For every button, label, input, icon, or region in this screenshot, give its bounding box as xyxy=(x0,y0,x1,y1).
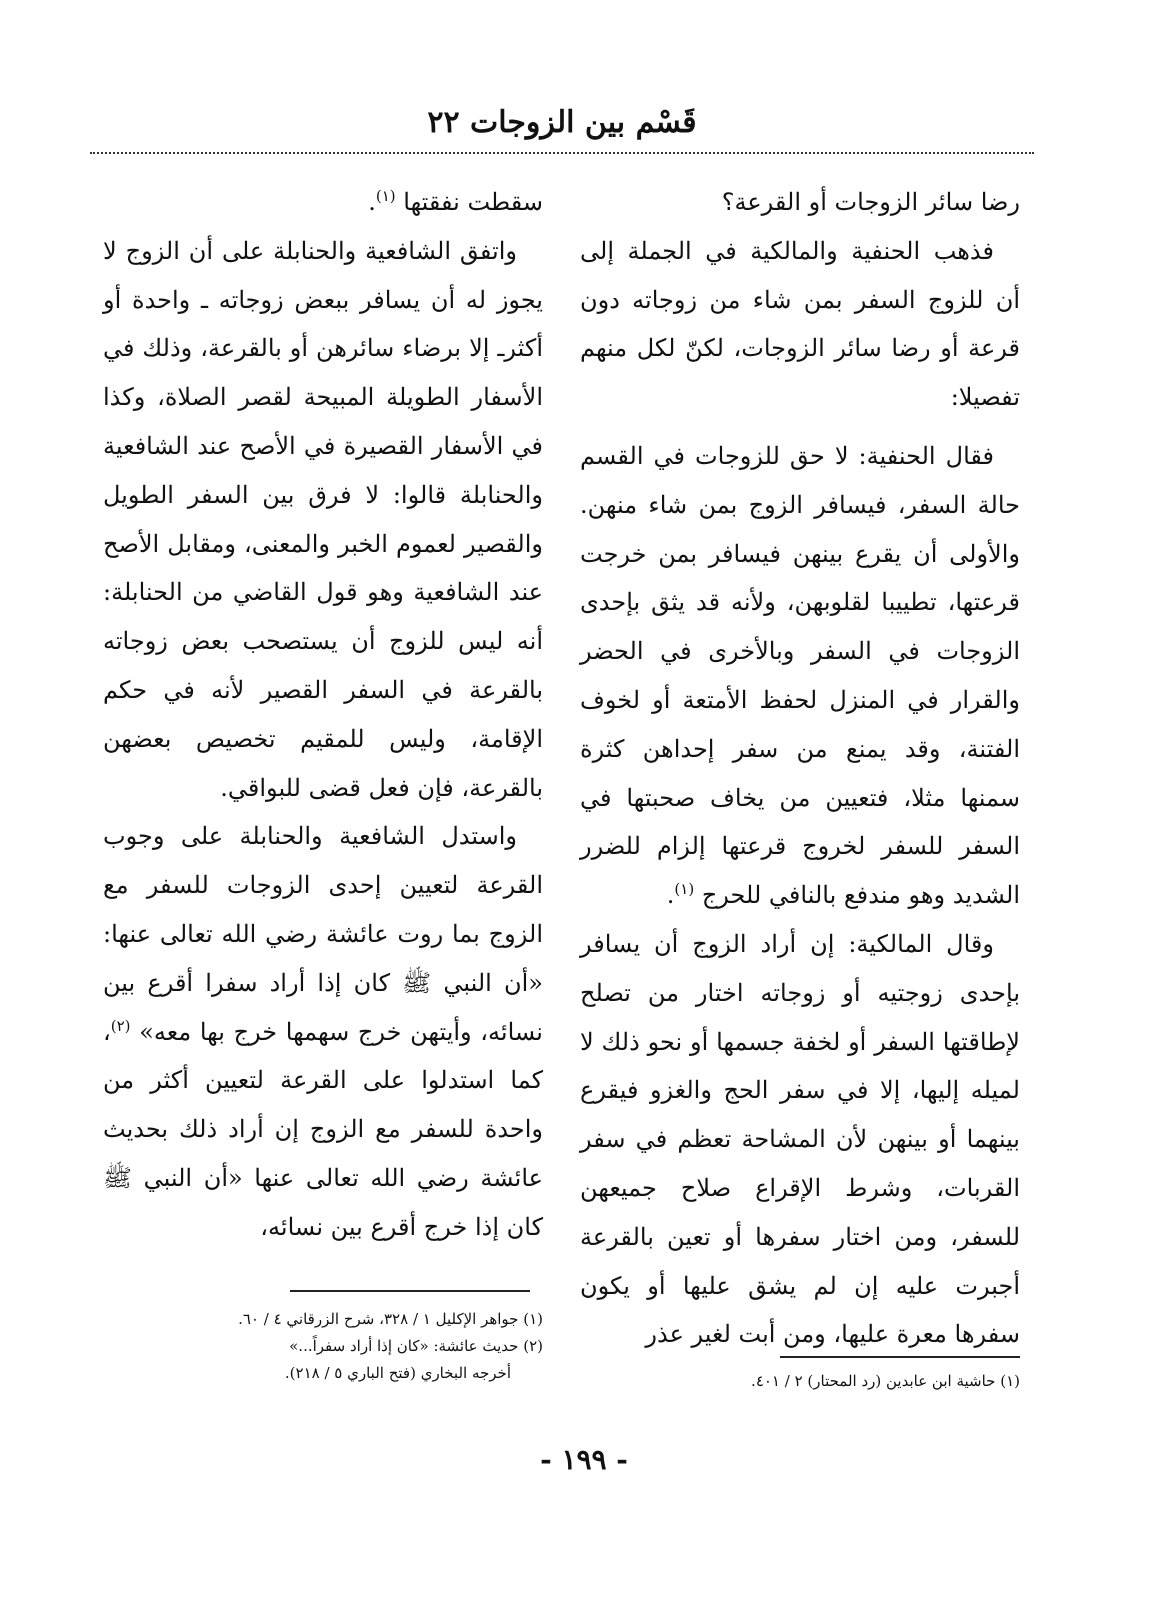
footnote-reference: (١) xyxy=(674,880,695,899)
footnote: أخرجه البخاري (فتح الباري ٥ / ٢١٨). xyxy=(284,1364,511,1382)
paragraph-text: ، كما استدلوا على القرعة لتعيين أكثر من واحدة للسفر مع الزوج إن أراد ذلك بحديث عائشة رضي الله تعالى عنها «أن النبي ﷺ كان إذا خرج أقرع بين نسائه، xyxy=(103,1017,543,1241)
paragraph: واتفق الشافعية والحنابلة على أن الزوج لا يجوز له أن يسافر ببعض زوجاته ـ واحدة أو أكثرـ إلا برضاء سائرهن أو بالقرعة، وذلك في الأسفار الطويلة المبيحة لقصر الصلاة، وكذا في الأسفار القصيرة في الأصح عند الشافعية والحنابلة قالوا: لا فرق بين السفر الطويل والقصير لعموم الخبر والمعنى، ومقابل الأصح عند الشافعية وهو قول القاضي من الحنابلة: أنه ليس للزوج أن يستصحب بعض زوجاته بالقرعة في السفر القصير لأنه في حكم الإقامة، وليس للمقيم تخصيص بعضهن بالقرعة، فإن فعل قضى للبواقي. xyxy=(103,236,543,802)
footnote-reference: (٢) xyxy=(110,1016,131,1035)
footnote: (١) حاشية ابن عابدين (رد المحتار) ٢ / ٤٠١. xyxy=(751,1372,1020,1390)
paragraph xyxy=(103,812,543,1251)
running-header: قَسْم بين الزوجات ٢٢ xyxy=(427,105,697,140)
footnote: (٢) حديث عائشة: «كان إذا أراد سفراً...» xyxy=(289,1337,543,1355)
paragraph: وقال المالكية: إن أراد الزوج أن يسافر بإحدى زوجتيه أو زوجاته اختار من تصلح لإطاقتها السفر أو لخفة جسمها أو نحو ذلك لا لميله إليها، إلا في سفر الحج والغزو فيقرع بينهما أو بينهن لأن المشاحة تعظم في سفر القربات، وشرط الإقراع صلاح جميعهن للسفر، ومن اختار سفرها أو تعين بالقرعة أجبرت عليه إن لم يشق عليها أو يكون سفرها معرة عليها، ومن أبت لغير عذر xyxy=(580,929,1020,1349)
paragraph-text: واستدل الشافعية والحنابلة على وجوب القرعة لتعيين إحدى الزوجات للسفر مع الزوج بما روت عائشة رضي الله تعالى عنها: «أن النبي ﷺ كان إذا أراد سفرا أقرع بين نسائه، وأيتهن خرج سهمها خرج بها معه» xyxy=(103,822,543,1046)
footnotes-right xyxy=(580,1368,1020,1395)
paragraph: فقال الحنفية: لا حق للزوجات في القسم حالة السفر، فيسافر الزوج بمن شاء منهن. والأولى أن يقرع بينهن فيسافر بمن خرجت قرعتها، تطييبا لقلوبهن، ولأنه قد يثق بإحدى الزوجات في السفر وبالأخرى في الحضر والقرار في المنزل لحفظ الأمتعة أو لخوف الفتنة، وقد يمنع من سفر إحداهن كثرة سمنها مثلا، فتعيين من يخاف صحبتها في السفر للسفر لخروج قرعتها إلزام للضرر الشديد وهو مندفع بالنافي للحرج $^{(١)}$. xyxy=(580,441,1020,910)
left-text-column xyxy=(103,178,543,1328)
footnote-separator xyxy=(290,1290,530,1292)
right-text-column xyxy=(580,178,1020,1349)
header-dotted-rule xyxy=(90,152,1034,154)
paragraph: رضا سائر الزوجات أو القرعة؟ xyxy=(721,188,1020,216)
footnote-separator xyxy=(780,1356,1020,1358)
paragraph: فذهب الحنفية والمالكية في الجملة إلى أن للزوج السفر بمن شاء من زوجاته دون قرعة أو رضا سائر الزوجات، لكنّ لكل منهم تفصيلا: xyxy=(580,236,1020,412)
paragraph-text: سقطت نفقتها xyxy=(403,188,543,216)
footnote-reference: (١) xyxy=(375,187,396,205)
footnotes-left xyxy=(103,1306,543,1387)
paragraph-text: فقال الحنفية: لا حق للزوجات في القسم حالة السفر، فيسافر الزوج بمن شاء منهن. والأولى أن يقرع بينهن فيسافر بمن خرجت قرعتها، تطييبا لقلوبهن، ولأنه قد يثق بإحدى الزوجات في السفر وبالأخرى في الحضر والقرار في المنزل لحفظ الأمتعة أو لخوف الفتنة، وقد يمنع من سفر إحداهن كثرة سمنها مثلا، فتعيين من يخاف صحبتها في السفر للسفر لخروج قرعتها إلزام للضرر الشديد وهو مندفع بالنافي للحرج xyxy=(580,441,1020,910)
paragraph: سقطت نفقتها $^{(١)}$. xyxy=(368,187,543,216)
footnote: (١) جواهر الإكليل ١ / ٣٢٨، شرح الزرقاني ٤ / ٦٠. xyxy=(238,1310,543,1328)
page-number: - ١٩٩ - xyxy=(540,1443,628,1476)
